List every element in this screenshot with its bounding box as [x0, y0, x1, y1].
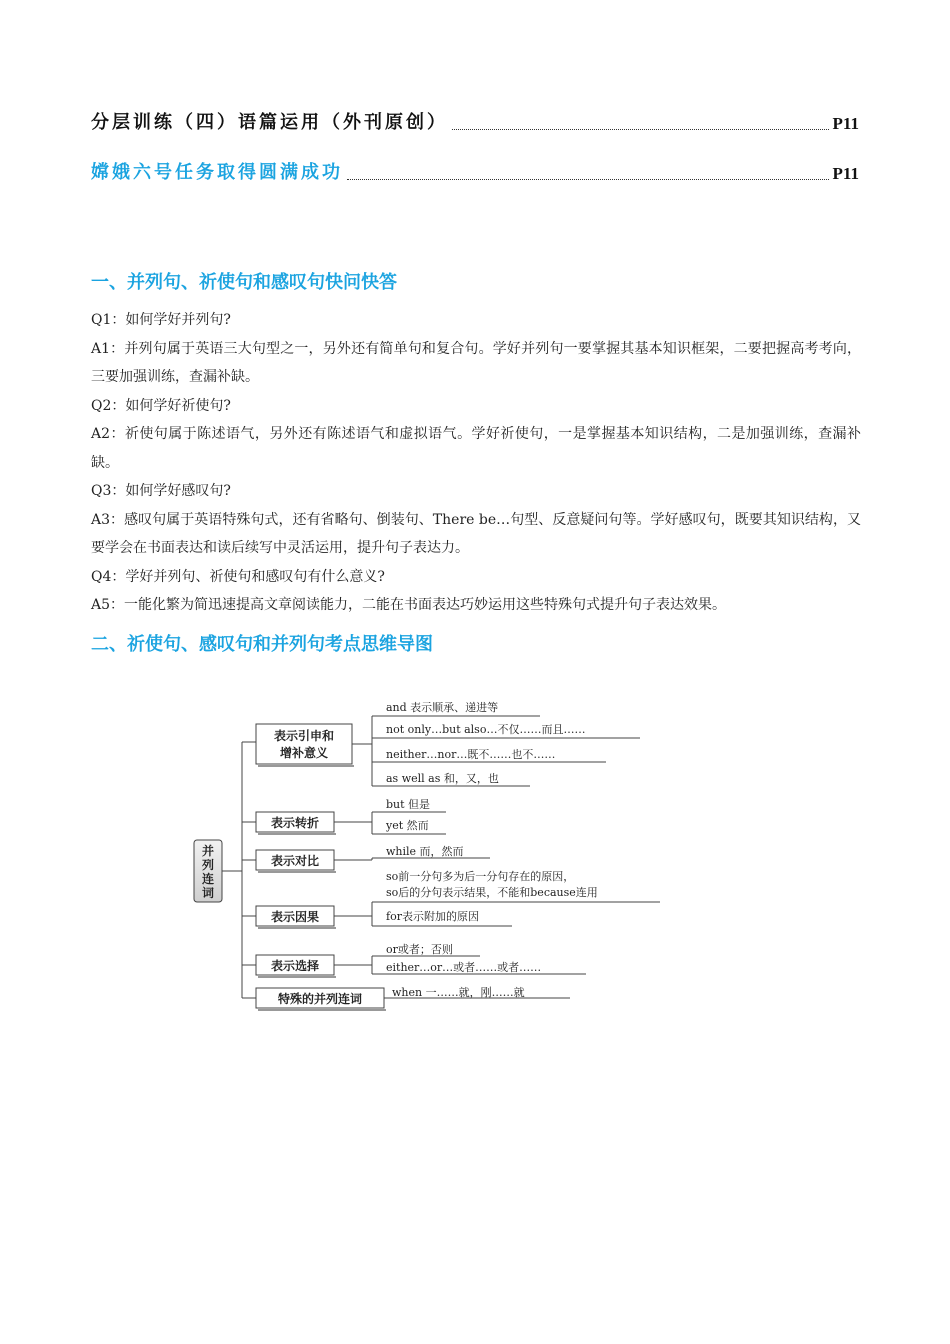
- toc-row-2[interactable]: [91, 158, 859, 184]
- branch-choice: [256, 942, 586, 977]
- branch-label: 表示对比: [270, 854, 320, 868]
- root-char: 词: [201, 886, 215, 900]
- branch-item: as well as 和，又，也: [386, 772, 499, 785]
- branch-item: while 而，然而: [386, 845, 464, 858]
- root-char: 列: [201, 858, 215, 872]
- branch-label: 表示转折: [270, 816, 320, 830]
- branch-item: and 表示顺承、递进等: [386, 701, 499, 714]
- section-heading-qa: 一、并列句、祈使句和感叹句快问快答: [91, 272, 397, 293]
- toc-title: 嫦娥六号任务取得圆满成功: [91, 162, 343, 183]
- toc-leader-dots: [347, 178, 829, 180]
- branch-comparison: [256, 845, 490, 872]
- answer-paragraph: A1：并列句属于英语三大句型之一，另外还有简单句和复合句。学好并列句一要掌握其基本知识框架，二要把握高考考向，三要加强训练，查漏补缺。: [91, 340, 861, 385]
- toc-page-number: P11: [832, 164, 859, 183]
- mindmap-root: [194, 840, 222, 902]
- branch-item: so后的分句表示结果，不能和because连用: [386, 886, 598, 899]
- branch-item: or或者；否则: [386, 943, 453, 956]
- branch-cause-effect: [256, 869, 660, 928]
- mindmap-diagram: [0, 680, 950, 1040]
- answer-paragraph: A3：感叹句属于英语特殊句式，还有省略句、倒装句、There be…句型、反意疑问句等。学好感叹句，既要其知识结构，又要学会在书面表达和读后续写中灵活运用，提升句子表达力。: [91, 511, 861, 556]
- question-paragraph: Q4：学好并列句、祈使句和感叹句有什么意义?: [91, 568, 385, 585]
- branch-item: for表示附加的原因: [386, 910, 479, 923]
- answer-paragraph: A2：祈使句属于陈述语气，另外还有陈述语气和虚拟语气。学好祈使句，一是掌握基本知识结构，二是加强训练，查漏补缺。: [91, 426, 861, 471]
- branch-item: either…or…或者……或者……: [386, 961, 542, 974]
- branch-item: not only…but also…不仅……而且……: [386, 723, 586, 736]
- toc-row-1[interactable]: [91, 108, 859, 134]
- branch-label: 表示选择: [270, 959, 320, 973]
- toc-title: 分层训练（四）语篇运用（外刊原创）: [91, 112, 448, 133]
- branch-label: 表示引申和: [273, 729, 335, 743]
- qa-block: [91, 306, 861, 620]
- branch-label: 表示因果: [270, 910, 320, 924]
- branch-item: yet 然而: [386, 819, 429, 832]
- toc-leader-dots: [452, 128, 829, 130]
- question-paragraph: Q2：如何学好祈使句?: [91, 397, 231, 414]
- branch-extension: [256, 700, 640, 786]
- root-char: 并: [201, 844, 215, 858]
- branch-label: 增补意义: [279, 746, 329, 760]
- branch-item: so前一分句多为后一分句存在的原因，: [386, 870, 575, 883]
- answer-paragraph: A5：一能化繁为简迅速提高文章阅读能力，二能在书面表达巧妙运用这些特殊句式提升句子表达效果。: [91, 597, 727, 613]
- branch-contrast: [256, 797, 446, 834]
- toc-page-number: P11: [832, 114, 859, 133]
- branch-item: when 一……就，刚……就: [392, 986, 525, 999]
- branch-item: but 但是: [386, 798, 431, 811]
- branch-label: 特殊的并列连词: [277, 992, 363, 1006]
- branch-special: [256, 985, 570, 1010]
- question-paragraph: Q3：如何学好感叹句?: [91, 483, 231, 499]
- question-paragraph: Q1：如何学好并列句?: [91, 312, 231, 328]
- branch-item: neither…nor…既不……也不……: [386, 748, 556, 761]
- root-char: 连: [201, 872, 215, 886]
- section-heading-mindmap: 二、祈使句、感叹句和并列句考点思维导图: [91, 634, 433, 655]
